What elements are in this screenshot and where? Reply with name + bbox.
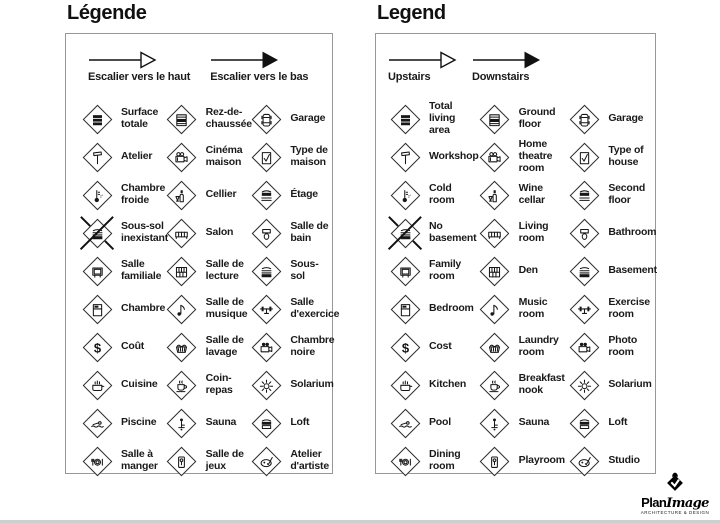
bedroom-icon <box>386 290 424 328</box>
wine-cellar-icon <box>476 176 514 214</box>
legend-item-label: Salon <box>205 226 234 239</box>
page-title-english: Legend <box>377 2 446 24</box>
loft-icon <box>565 404 603 442</box>
studio-icon <box>565 442 603 480</box>
legend-item-loft <box>565 404 655 442</box>
legend-item-loft <box>247 404 332 442</box>
down-stairs-arrow-solid-icon <box>210 50 308 70</box>
solarium-icon <box>247 366 285 404</box>
legend-item-family-room <box>78 252 163 290</box>
legend-item-ground-floor <box>163 100 252 138</box>
legend-item-label: Type de maison <box>290 144 328 168</box>
legend-item-label: Kitchen <box>429 378 467 391</box>
stairs-arrow-key <box>78 44 332 94</box>
legend-item-label: Den <box>518 264 538 277</box>
legend-item-garage <box>565 100 655 138</box>
legend-item-label: Salle de jeux <box>205 448 244 472</box>
legend-item-label: Ground floor <box>518 106 556 130</box>
legend-item-dining-room <box>386 442 476 480</box>
legend-item-breakfast-nook <box>163 366 248 404</box>
cost-icon <box>78 328 116 366</box>
legend-item-label: Pool <box>429 416 451 429</box>
legend-item-breakfast-nook <box>476 366 566 404</box>
legend-item-label: Cinéma maison <box>205 144 243 168</box>
svg-text:2°: 2° <box>99 193 103 198</box>
down-stairs-arrow-solid-icon <box>472 50 542 70</box>
legend-item-label: Home theatre room <box>518 138 553 174</box>
legend-item-label: Sous-sol inexistant <box>121 220 169 244</box>
arrow-label: Downstairs <box>472 71 530 83</box>
legend-item-label: Chambre noire <box>290 334 335 358</box>
legend-item-bathroom <box>565 214 655 252</box>
legend-item-label: Coin-repas <box>205 372 233 396</box>
legend-item-label: Atelier <box>121 150 153 163</box>
legend-item-kitchen <box>78 366 163 404</box>
no-basement-icon <box>78 214 116 252</box>
legend-item-label: Exercise room <box>608 296 650 320</box>
legend-item-sauna <box>476 404 566 442</box>
legend-item-sauna <box>163 404 248 442</box>
ground-floor-icon <box>476 100 514 138</box>
playroom-icon <box>163 442 201 480</box>
legend-item-house-type <box>247 138 332 176</box>
legend-item-label: Sauna <box>518 416 550 429</box>
legend-item-label: Laundry room <box>518 334 559 358</box>
legend-item-label: Breakfast nook <box>518 372 565 396</box>
legend-item-label: Surface totale <box>121 106 159 130</box>
logo-caption: ARCHITECTURE & DESIGN <box>640 509 710 515</box>
arrow-label: Escalier vers le haut <box>88 71 191 83</box>
up-stairs-arrow-hollow-icon <box>88 50 190 70</box>
legend-item-solarium <box>247 366 332 404</box>
legend-item-label: Cold room <box>429 182 455 206</box>
legend-item-label: Salle à manger <box>121 448 158 472</box>
brand-image: Image <box>666 495 709 511</box>
legend-item-living-room <box>163 214 248 252</box>
breakfast-nook-icon <box>163 366 201 404</box>
legend-box-english <box>375 33 656 474</box>
legend-item-garage <box>247 100 332 138</box>
den-icon <box>476 252 514 290</box>
house-type-icon <box>247 138 285 176</box>
laundry-icon <box>163 328 201 366</box>
kitchen-icon <box>386 366 424 404</box>
studio-icon <box>247 442 285 480</box>
stairs-arrow-key <box>386 44 655 94</box>
legend-item-label: Loft <box>608 416 628 429</box>
legend-item-cold-room <box>386 176 476 214</box>
legend-item-den <box>476 252 566 290</box>
legend-item-label: Basement <box>608 264 657 277</box>
sauna-icon <box>163 404 201 442</box>
garage-icon <box>247 100 285 138</box>
music-room-icon <box>476 290 514 328</box>
legend-item-bedroom <box>78 290 166 328</box>
brand-plan: Plan <box>641 494 667 510</box>
second-floor-icon <box>247 176 285 214</box>
legend-item-house-type <box>565 138 655 176</box>
legend-item-wine-cellar <box>476 176 566 214</box>
legend-box-french <box>65 33 340 474</box>
legend-item-cold-room <box>78 176 166 214</box>
kitchen-icon <box>78 366 116 404</box>
legend-item-photo-room <box>247 328 335 366</box>
legend-item-home-theatre <box>476 138 566 176</box>
legend-item-playroom <box>476 442 566 480</box>
legend-item-family-room <box>386 252 476 290</box>
legend-item-second-floor <box>565 176 655 214</box>
sauna-icon <box>476 404 514 442</box>
legend-item-ground-floor <box>476 100 566 138</box>
playroom-icon <box>476 442 514 480</box>
legend-item-second-floor <box>247 176 332 214</box>
legend-item-basement <box>247 252 332 290</box>
family-room-icon <box>386 252 424 290</box>
legend-item-label: Coût <box>121 340 145 353</box>
legend-item-solarium <box>565 366 655 404</box>
workshop-icon <box>386 138 424 176</box>
bedroom-icon <box>78 290 116 328</box>
arrow-group-downstairs <box>472 50 542 83</box>
legend-item-no-basement <box>78 214 169 252</box>
legend-item-label: Salle de bain <box>290 220 329 244</box>
legend-item-pool <box>78 404 163 442</box>
up-stairs-arrow-hollow-icon <box>388 50 458 70</box>
legend-item-label: Sauna <box>205 416 237 429</box>
legend-item-basement <box>565 252 655 290</box>
pool-icon <box>386 404 424 442</box>
total-area-icon <box>386 100 424 138</box>
cold-room-icon <box>78 176 116 214</box>
legend-item-label: Piscine <box>121 416 157 429</box>
arrow-group-downstairs <box>210 50 308 83</box>
legend-item-label: Dining room <box>429 448 461 472</box>
no-basement-icon <box>386 214 424 252</box>
basement-icon <box>247 252 285 290</box>
legend-item-photo-room <box>565 328 655 366</box>
legend-item-label: Chambre froide <box>121 182 166 206</box>
workshop-icon <box>78 138 116 176</box>
laundry-icon <box>476 328 514 366</box>
legend-item-total-area <box>78 100 163 138</box>
legend-item-no-basement <box>386 214 476 252</box>
legend-item-label: Bathroom <box>608 226 657 239</box>
legend-item-label: Salle d'exercice <box>290 296 340 320</box>
legend-item-workshop <box>386 138 479 176</box>
legend-item-bedroom <box>386 290 476 328</box>
legend-item-exercise-room <box>565 290 655 328</box>
legend-item-label: Garage <box>608 112 644 125</box>
bathroom-icon <box>247 214 285 252</box>
legend-item-bathroom <box>247 214 332 252</box>
legend-item-label: No basement <box>429 220 477 244</box>
music-room-icon <box>163 290 201 328</box>
legend-item-label: Type of house <box>608 144 644 168</box>
legend-item-label: Chambre <box>121 302 166 315</box>
legend-item-total-area <box>386 100 476 138</box>
legend-item-label: Solarium <box>608 378 652 391</box>
legend-item-label: Music room <box>518 296 548 320</box>
legend-item-label: Solarium <box>290 378 334 391</box>
legend-item-label: Photo room <box>608 334 638 358</box>
dining-room-icon <box>78 442 116 480</box>
house-type-icon <box>565 138 603 176</box>
svg-text:$: $ <box>401 339 409 355</box>
arrow-group-upstairs <box>388 50 458 83</box>
photo-room-icon <box>565 328 603 366</box>
legend-item-label: Total living area <box>429 100 456 136</box>
home-theatre-icon <box>163 138 201 176</box>
legend-item-playroom <box>163 442 248 480</box>
den-icon <box>163 252 201 290</box>
legend-item-label: Atelier d'artiste <box>290 448 329 472</box>
cost-icon <box>386 328 424 366</box>
legend-item-laundry <box>476 328 566 366</box>
basement-icon <box>565 252 603 290</box>
page-title-french: Légende <box>67 2 147 24</box>
legend-item-label: Salle de musique <box>205 296 248 320</box>
legend-item-wine-cellar <box>163 176 248 214</box>
legend-item-kitchen <box>386 366 476 404</box>
second-floor-icon <box>565 176 603 214</box>
legend-item-label: Cost <box>429 340 452 353</box>
legend-item-label: Loft <box>290 416 310 429</box>
legend-item-label: Wine cellar <box>518 182 545 206</box>
legend-item-label: Playroom <box>518 454 565 467</box>
legend-item-cost <box>386 328 476 366</box>
legend-item-label: Living room <box>518 220 549 244</box>
exercise-room-icon <box>565 290 603 328</box>
living-room-icon <box>163 214 201 252</box>
legend-item-laundry <box>163 328 248 366</box>
legend-item-music-room <box>163 290 248 328</box>
legend-item-exercise-room <box>247 290 340 328</box>
garage-icon <box>565 100 603 138</box>
legend-item-living-room <box>476 214 566 252</box>
legend-item-label: Étage <box>290 188 318 201</box>
legend-item-label: Salle de lecture <box>205 258 244 282</box>
loft-icon <box>247 404 285 442</box>
family-room-icon <box>78 252 116 290</box>
legend-item-label: Garage <box>290 112 326 125</box>
svg-text:$: $ <box>93 339 101 355</box>
legend-grid <box>78 100 340 480</box>
legend-item-label: Rez-de-chaussée <box>205 106 252 130</box>
total-area-icon <box>78 100 116 138</box>
pool-icon <box>78 404 116 442</box>
planimage-logo-icon <box>662 471 688 495</box>
legend-item-label: Studio <box>608 454 640 467</box>
arrow-group-upstairs <box>88 50 190 83</box>
legend-item-label: Salle familiale <box>121 258 162 282</box>
legend-item-home-theatre <box>163 138 248 176</box>
wine-cellar-icon <box>163 176 201 214</box>
legend-item-label: Workshop <box>429 150 479 163</box>
legend-item-label: Cuisine <box>121 378 158 391</box>
svg-text:2°: 2° <box>407 193 411 198</box>
legend-grid <box>386 100 655 480</box>
legend-item-workshop <box>78 138 163 176</box>
legend-item-label: Family room <box>429 258 462 282</box>
legend-item-den <box>163 252 248 290</box>
legend-item-label: Salle de lavage <box>205 334 244 358</box>
legend-item-studio <box>247 442 332 480</box>
photo-room-icon <box>247 328 285 366</box>
cold-room-icon <box>386 176 424 214</box>
planimage-logo <box>636 471 714 516</box>
panel-english <box>375 0 656 480</box>
bathroom-icon <box>565 214 603 252</box>
breakfast-nook-icon <box>476 366 514 404</box>
legend-item-label: Cellier <box>205 188 237 201</box>
planimage-wordmark <box>636 496 714 510</box>
dining-room-icon <box>386 442 424 480</box>
legend-item-music-room <box>476 290 566 328</box>
ground-floor-icon <box>163 100 201 138</box>
legend-item-label: Sous-sol <box>290 258 319 282</box>
exercise-room-icon <box>247 290 285 328</box>
legend-item-dining-room <box>78 442 163 480</box>
living-room-icon <box>476 214 514 252</box>
arrow-label: Upstairs <box>388 71 431 83</box>
solarium-icon <box>565 366 603 404</box>
panel-french <box>65 0 340 480</box>
legend-item-pool <box>386 404 476 442</box>
legend-item-cost <box>78 328 163 366</box>
home-theatre-icon <box>476 138 514 176</box>
arrow-label: Escalier vers le bas <box>210 71 309 83</box>
legend-item-label: Bedroom <box>429 302 474 315</box>
legend-item-label: Second floor <box>608 182 646 206</box>
